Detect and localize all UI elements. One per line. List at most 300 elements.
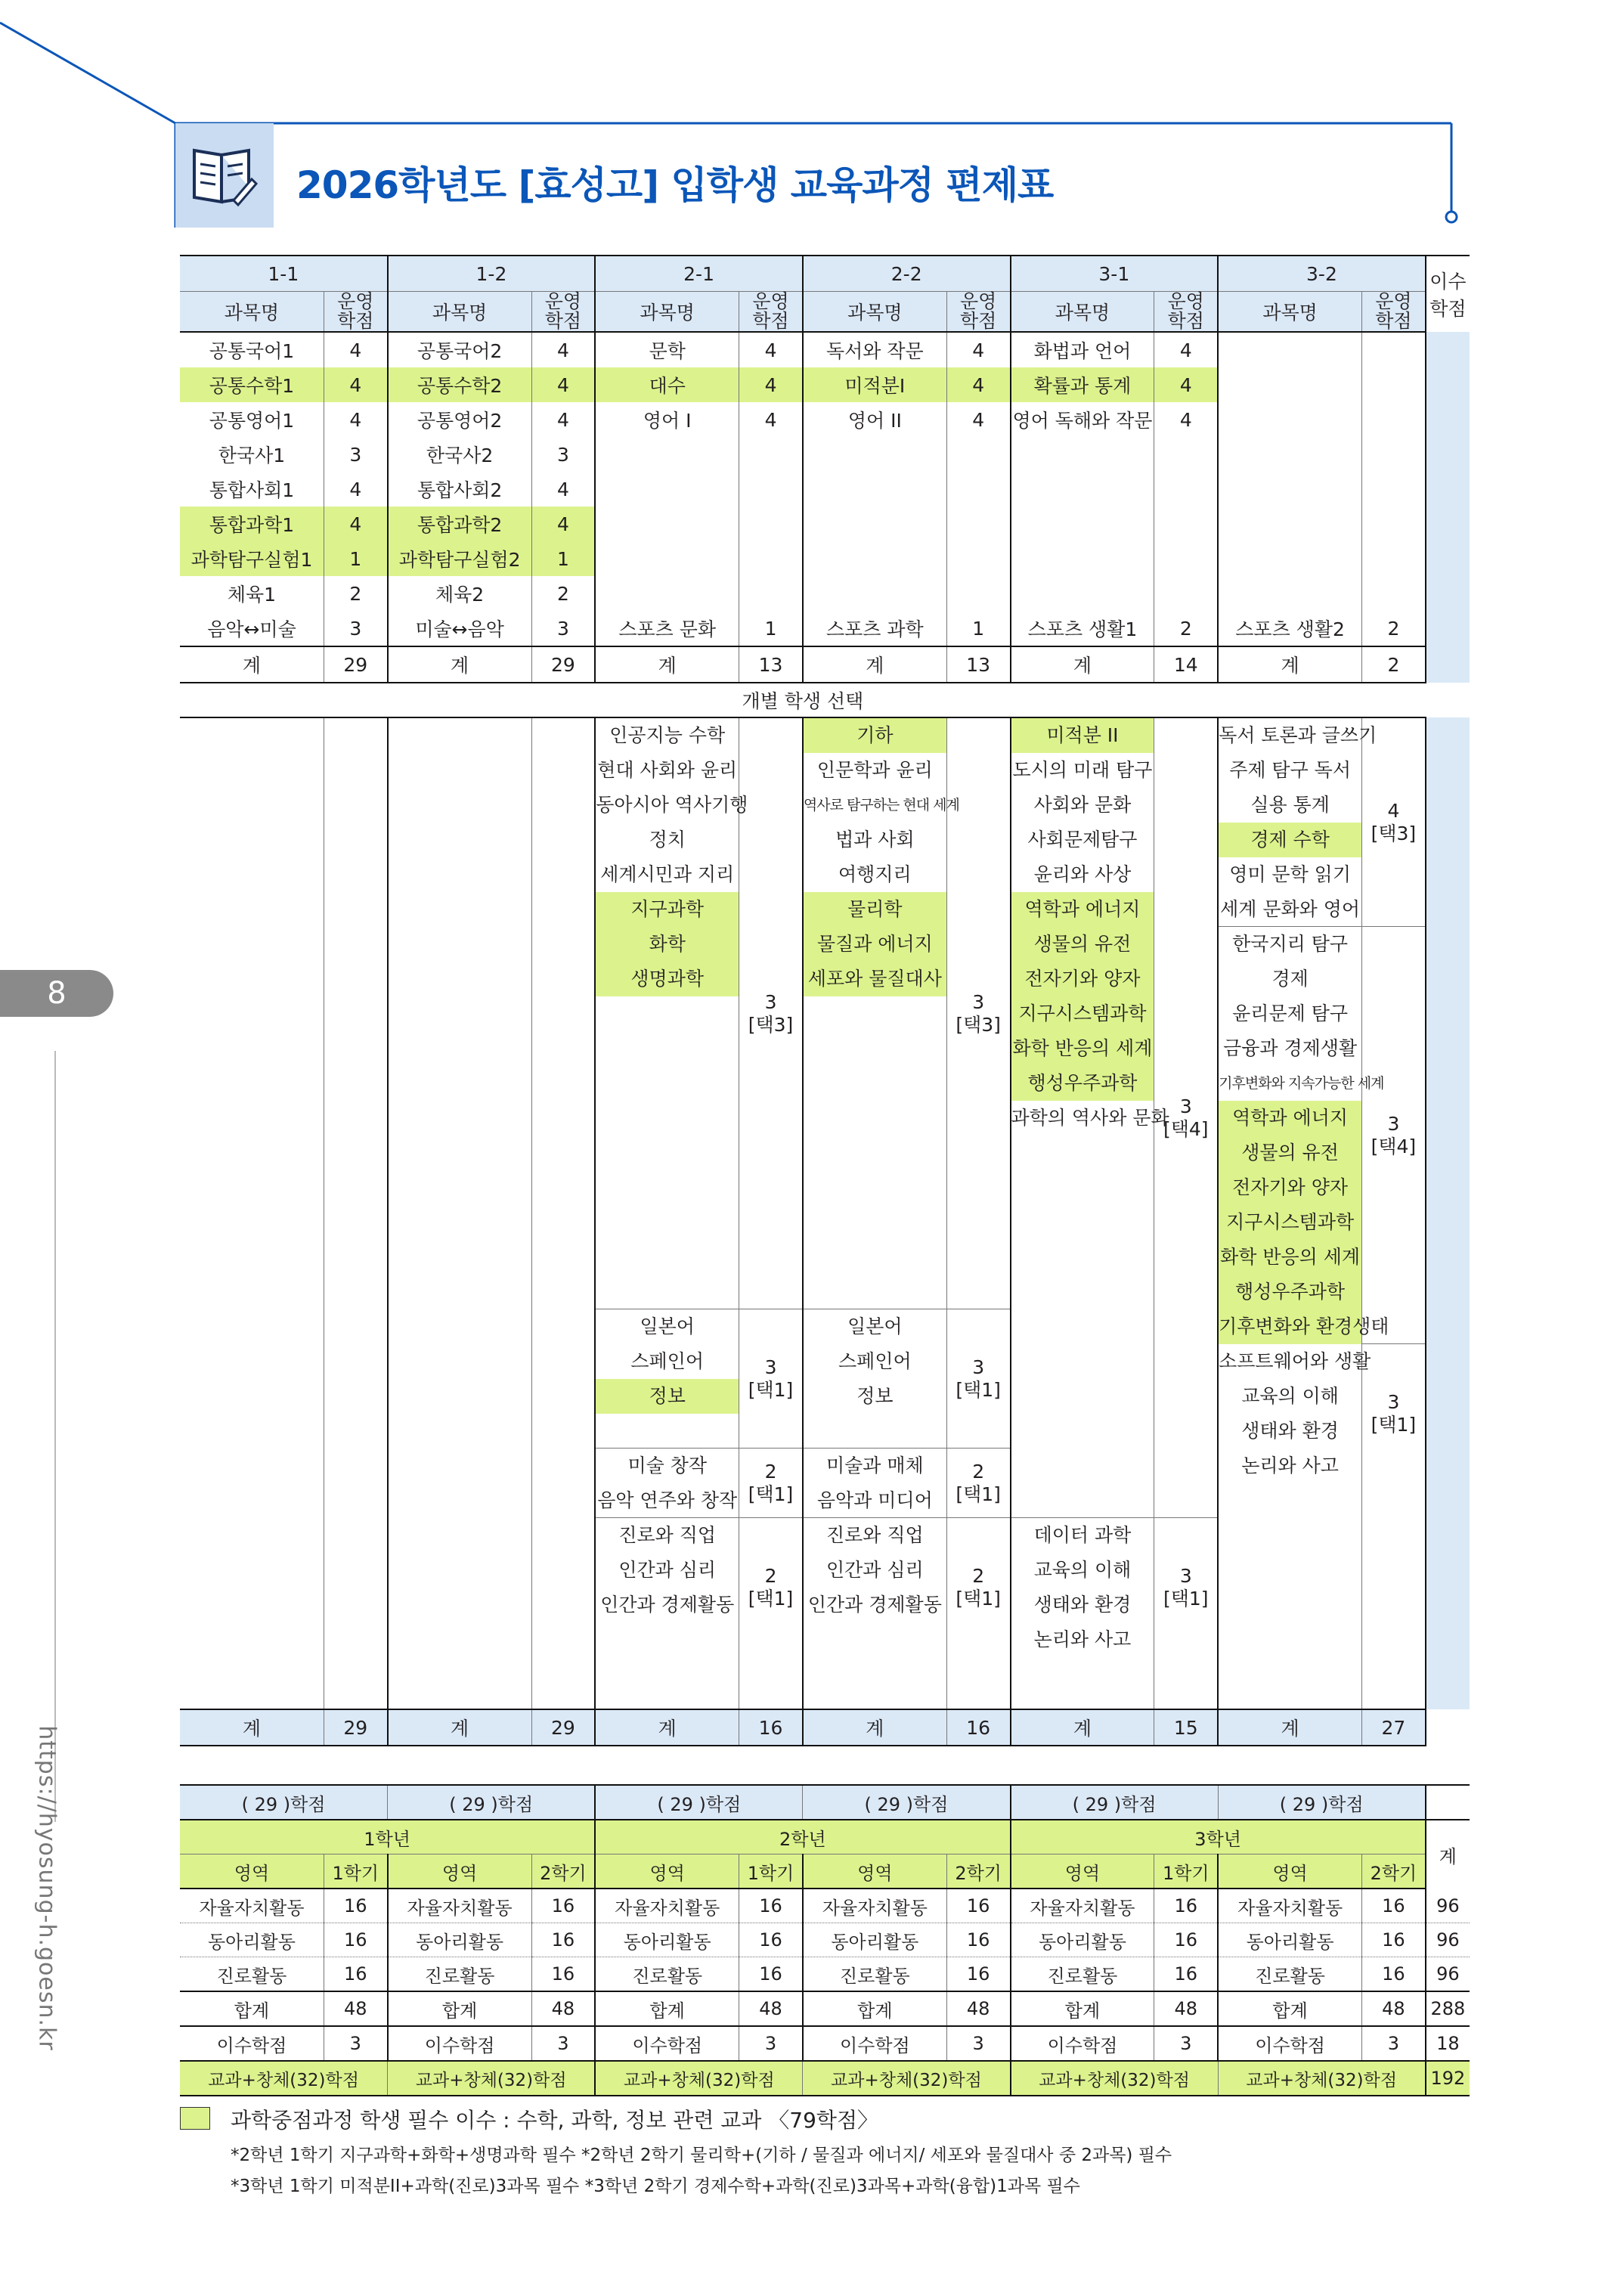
legend-note: *3학년 1학기 미적분II+과학(진로)3과목 필수 *3학년 2학기 경제수학+과학(진로)3과목+과학(융합)1과목 필수 bbox=[231, 2177, 1080, 2196]
subject-cell bbox=[1218, 472, 1361, 507]
activity-label: 자율자치활동 bbox=[180, 1889, 324, 1923]
activity-value: 16 bbox=[1362, 1957, 1426, 1992]
legend-text: 과학중점과정 학생 필수 이수 : 수학, 과학, 정보 관련 교과 〈79학점〉 bbox=[231, 2108, 879, 2133]
activity-value: 16 bbox=[324, 1923, 387, 1957]
total-label: 계 bbox=[180, 1709, 324, 1746]
elective-subject: 기하 bbox=[804, 718, 946, 753]
elective-group bbox=[596, 718, 748, 1309]
credit-header: 운영 학점 bbox=[324, 292, 387, 333]
area-header: 영역 bbox=[595, 1854, 739, 1889]
credit-cell bbox=[739, 576, 803, 611]
activity-value: 16 bbox=[531, 1889, 595, 1923]
elective-credit: 3 [택1] bbox=[947, 1309, 1010, 1449]
final-label: 교과+창체(32)학점 bbox=[388, 2061, 596, 2096]
credit-cell bbox=[946, 576, 1010, 611]
credit-header: 운영 학점 bbox=[531, 292, 595, 333]
subject-cell bbox=[595, 541, 739, 576]
total-value: 27 bbox=[1362, 1709, 1426, 1746]
subject-cell bbox=[1218, 507, 1361, 541]
total-label: 계 bbox=[1218, 1709, 1361, 1746]
term-label: 2-1 bbox=[595, 256, 803, 292]
credit-cell: 4 bbox=[739, 332, 803, 367]
subject-cell: 영어 I bbox=[595, 402, 739, 437]
subject-cell: 과학탐구실험2 bbox=[388, 541, 531, 576]
elective-subject: 생물의 유전 bbox=[1219, 1136, 1361, 1170]
row-label: 이수학점 bbox=[388, 2026, 531, 2061]
final-label: 교과+창체(32)학점 bbox=[803, 2061, 1011, 2096]
common-total-row bbox=[180, 646, 1470, 683]
elective-subject: 인간과 심리 bbox=[618, 1559, 717, 1581]
subject-cell bbox=[1011, 541, 1154, 576]
activity-value: 16 bbox=[1154, 1889, 1218, 1923]
elective-group bbox=[596, 1449, 739, 1518]
subject-cell bbox=[595, 437, 739, 472]
elective-credits-col bbox=[739, 717, 803, 1709]
elective-subject: 인간과 심리 bbox=[825, 1559, 924, 1581]
subject-cell: 스포츠 생활1 bbox=[1011, 611, 1154, 646]
elective-credit: 2 [택1] bbox=[748, 1565, 794, 1610]
elective-subject: 실용 통계 bbox=[1250, 794, 1330, 816]
common-row bbox=[180, 611, 1470, 646]
subject-cell bbox=[1011, 437, 1154, 472]
elective-credit: 2 [택1] bbox=[956, 1565, 1001, 1610]
elective-subject: 데이터 과학 bbox=[1033, 1524, 1132, 1546]
empty-cell bbox=[531, 717, 595, 1709]
elective-subject: 인문학과 윤리 bbox=[816, 759, 933, 781]
credit-cell: 4 bbox=[324, 402, 387, 437]
activity-label: 동아리활동 bbox=[595, 1923, 739, 1957]
side-url: https://hyosung-h.goesn.kr bbox=[33, 1725, 60, 2051]
year-row bbox=[180, 1820, 1470, 1854]
elective-subject: 경제 bbox=[1271, 968, 1309, 990]
activity-value: 16 bbox=[739, 1923, 803, 1957]
elective-subject: 사회문제탐구 bbox=[1027, 829, 1138, 851]
elective-subject: 행성우주과학 bbox=[1011, 1066, 1154, 1101]
subject-cell bbox=[1011, 507, 1154, 541]
subject-cell: 영어 II bbox=[803, 402, 946, 437]
elective-subject: 세포와 물질대사 bbox=[804, 962, 946, 996]
subject-cell: 과학탐구실험1 bbox=[180, 541, 324, 576]
activity-label: 진로활동 bbox=[180, 1957, 324, 1992]
credits-row bbox=[180, 1785, 1470, 1820]
subject-cell: 공통영어1 bbox=[209, 410, 295, 432]
elective-credits-col bbox=[1154, 717, 1218, 1709]
term-label: 2-2 bbox=[803, 256, 1011, 292]
credit-cell bbox=[739, 437, 803, 472]
elective-subject: 전자기와 양자 bbox=[1011, 962, 1154, 996]
row-label: 이수학점 bbox=[1218, 2026, 1361, 2061]
area-header: 영역 bbox=[1218, 1854, 1361, 1889]
final-label: 교과+창체(32)학점 bbox=[180, 2061, 388, 2096]
row-label: 합계 bbox=[595, 1991, 739, 2026]
elective-subject: 생태와 환경 bbox=[1033, 1594, 1132, 1616]
credit-cell: 4 bbox=[946, 367, 1010, 402]
credit-cell bbox=[946, 437, 1010, 472]
activity-value: 16 bbox=[1362, 1889, 1426, 1923]
subject-cell: 영어 독해와 작문 bbox=[1011, 402, 1154, 437]
common-row bbox=[180, 402, 1470, 437]
elective-group bbox=[1011, 1518, 1154, 1657]
credit-cell: 2 bbox=[1362, 611, 1426, 646]
row-value: 3 bbox=[1154, 2026, 1218, 2061]
subject-cell: 화법과 언어 bbox=[1011, 332, 1154, 367]
total-credit-cell bbox=[1426, 717, 1470, 1709]
credit-cell: 4 bbox=[324, 507, 387, 541]
row-value: 3 bbox=[946, 2026, 1010, 2061]
term-header-row bbox=[180, 256, 1470, 292]
credit-cell: 4 bbox=[946, 332, 1010, 367]
subject-header: 과목명 bbox=[803, 292, 946, 333]
elective-subject: 금융과 경제생활 bbox=[1223, 1037, 1358, 1059]
elective-subject: 교육의 이해 bbox=[1033, 1559, 1132, 1581]
activity-value: 16 bbox=[946, 1923, 1010, 1957]
credit-cell: 3 bbox=[324, 437, 387, 472]
final-label: 교과+창체(32)학점 bbox=[1011, 2061, 1219, 2096]
credit-cell: 4 bbox=[324, 367, 387, 402]
row-label: 이수학점 bbox=[1011, 2026, 1154, 2061]
credit-cell bbox=[739, 472, 803, 507]
row-value: 48 bbox=[324, 1991, 387, 2026]
elective-subject: 역학과 에너지 bbox=[1011, 892, 1154, 927]
side-rule-top bbox=[54, 1051, 56, 1822]
activity-value: 16 bbox=[1362, 1923, 1426, 1957]
activity-total: 96 bbox=[1426, 1957, 1470, 1992]
activity-label: 동아리활동 bbox=[1011, 1923, 1154, 1957]
elective-subjects-col bbox=[595, 717, 748, 1709]
credit-cell bbox=[946, 472, 1010, 507]
row-value: 3 bbox=[1362, 2026, 1426, 2061]
subject-header: 과목명 bbox=[595, 292, 739, 333]
total-label: 계 bbox=[1218, 646, 1361, 683]
subject-cell: 공통수학2 bbox=[388, 367, 531, 402]
final-row bbox=[180, 2061, 1470, 2096]
activity-value: 16 bbox=[324, 1957, 387, 1992]
subject-header: 과목명 bbox=[1011, 292, 1154, 333]
total-value: 14 bbox=[1154, 646, 1218, 683]
subject-cell: 통합사회2 bbox=[388, 472, 531, 507]
elective-credit: 3 [택1] bbox=[1371, 1391, 1417, 1436]
subject-header: 과목명 bbox=[180, 292, 324, 333]
elective-credit: 2 [택1] bbox=[739, 1449, 802, 1518]
subject-cell bbox=[803, 437, 946, 472]
activities-table bbox=[180, 1784, 1470, 2096]
semester-credits: ( 29 )학점 bbox=[1218, 1785, 1426, 1820]
subject-cell bbox=[1218, 541, 1361, 576]
subject-cell bbox=[803, 541, 946, 576]
activity-label: 자율자치활동 bbox=[595, 1889, 739, 1923]
elective-group bbox=[1219, 1344, 1371, 1483]
credit-cell: 2 bbox=[1154, 611, 1218, 646]
elective-subject: 영미 문학 읽기 bbox=[1229, 863, 1351, 885]
subject-cell bbox=[595, 472, 739, 507]
total-value: 16 bbox=[946, 1709, 1010, 1746]
book-pencil-icon bbox=[188, 141, 261, 209]
subject-cell: 확률과 통계 bbox=[1011, 367, 1154, 402]
elective-body-row bbox=[180, 717, 1470, 1709]
activity-total: 96 bbox=[1426, 1889, 1470, 1923]
elective-subject: 사회와 문화 bbox=[1033, 794, 1132, 816]
legend-note: *2학년 1학기 지구과학+화학+생명과학 필수 *2학년 2학기 물리학+(기하 / 물질과 에너지/ 세포와 물질대사 중 2과목) 필수 bbox=[231, 2146, 1172, 2165]
common-row bbox=[180, 367, 1470, 402]
credit-cell: 2 bbox=[324, 576, 387, 611]
total-label: 계 bbox=[388, 646, 531, 683]
activity-value: 16 bbox=[946, 1957, 1010, 1992]
final-total: 192 bbox=[1426, 2061, 1470, 2096]
credit-header: 운영 학점 bbox=[1154, 292, 1218, 333]
subject-cell bbox=[803, 472, 946, 507]
total-label: 계 bbox=[180, 646, 324, 683]
area-header: 영역 bbox=[1011, 1854, 1154, 1889]
common-row bbox=[180, 507, 1470, 541]
common-row bbox=[180, 472, 1470, 507]
total-header: 계 bbox=[1426, 1820, 1470, 1889]
area-header-row bbox=[180, 1854, 1470, 1889]
elective-subject: 여행지리 bbox=[838, 863, 912, 885]
subject-cell: 통합과학1 bbox=[180, 507, 324, 541]
subject-cell: 미술↔음악 bbox=[388, 611, 531, 646]
credit-cell: 4 bbox=[324, 472, 387, 507]
row-value: 3 bbox=[324, 2026, 387, 2061]
term-label: 3-2 bbox=[1218, 256, 1426, 292]
semester-header: 1학기 bbox=[324, 1854, 387, 1889]
credit-cell bbox=[1362, 332, 1426, 367]
elective-subject: 주제 탐구 독서 bbox=[1229, 759, 1351, 781]
common-row bbox=[180, 332, 1470, 367]
activity-value: 16 bbox=[1154, 1923, 1218, 1957]
row-value: 3 bbox=[739, 2026, 803, 2061]
elective-subject: 논리와 사고 bbox=[1241, 1455, 1339, 1476]
elective-subject: 논리와 사고 bbox=[1033, 1628, 1132, 1650]
subject-cell bbox=[1218, 576, 1361, 611]
elective-subject: 음악 연주와 창작 bbox=[597, 1489, 738, 1511]
row-value: 48 bbox=[946, 1991, 1010, 2026]
subject-cell bbox=[803, 576, 946, 611]
subject-cell bbox=[803, 507, 946, 541]
elective-subject: 미술과 매체 bbox=[825, 1455, 924, 1476]
elective-subject: 세계시민과 지리 bbox=[600, 863, 735, 885]
elective-subject: 지구과학 bbox=[596, 892, 739, 927]
elective-title: 개별 학생 선택 bbox=[180, 683, 1426, 717]
elective-subject: 화학 반응의 세계 bbox=[1011, 1031, 1154, 1066]
credit-cell: 4 bbox=[531, 507, 595, 541]
row-value: 48 bbox=[1362, 1991, 1426, 2026]
elective-subject: 소프트웨어와 생활 bbox=[1219, 1350, 1371, 1372]
elective-subject: 법과 사회 bbox=[835, 829, 915, 851]
empty-cell bbox=[388, 717, 531, 1709]
elective-subject: 역학과 에너지 bbox=[1219, 1101, 1361, 1136]
elective-subject: 한국지리 탐구 bbox=[1232, 933, 1349, 955]
elective-subject: 진로와 직업 bbox=[618, 1524, 717, 1546]
credit-header: 운영 학점 bbox=[946, 292, 1010, 333]
credit-cell: 1 bbox=[531, 541, 595, 576]
row-label: 합계 bbox=[180, 1991, 324, 2026]
activity-label: 동아리활동 bbox=[388, 1923, 531, 1957]
row-value: 48 bbox=[531, 1991, 595, 2026]
elective-subject: 일본어 bbox=[847, 1315, 903, 1337]
elective-subject: 물질과 에너지 bbox=[804, 927, 946, 962]
page-number-tab bbox=[0, 970, 113, 1017]
subject-cell: 한국사1 bbox=[218, 445, 286, 466]
elective-subject: 물리학 bbox=[804, 892, 946, 927]
credit-cell bbox=[1154, 507, 1218, 541]
activity-value: 16 bbox=[324, 1889, 387, 1923]
subject-cell bbox=[1218, 332, 1361, 367]
title-icon-box bbox=[175, 123, 274, 228]
row-value: 3 bbox=[531, 2026, 595, 2061]
credit-cell: 2 bbox=[531, 576, 595, 611]
semester-header: 2학기 bbox=[946, 1854, 1010, 1889]
elective-subject: 역사로 탐구하는 현대 세계 bbox=[803, 797, 959, 813]
elective-credits-col bbox=[1362, 717, 1426, 1709]
term-label: 1-2 bbox=[388, 256, 596, 292]
elective-rows bbox=[180, 683, 1470, 1746]
credit-cell bbox=[1154, 437, 1218, 472]
subject-cell: 미적분I bbox=[803, 367, 946, 402]
elective-group bbox=[1219, 718, 1377, 927]
year-label: 2학년 bbox=[595, 1820, 1010, 1854]
year-label: 3학년 bbox=[1011, 1820, 1426, 1854]
semester-credits: ( 29 )학점 bbox=[388, 1785, 596, 1820]
term-label: 3-1 bbox=[1011, 256, 1219, 292]
subject-cell: 독서와 작문 bbox=[803, 332, 946, 367]
total-value: 29 bbox=[324, 1709, 387, 1746]
elective-subject: 전자기와 양자 bbox=[1219, 1170, 1361, 1205]
row-label: 이수학점 bbox=[180, 2026, 324, 2061]
elective-subject: 생물의 유전 bbox=[1011, 927, 1154, 962]
elective-subjects-col bbox=[1218, 717, 1389, 1709]
curriculum-table bbox=[180, 255, 1470, 1746]
elective-credit: 4 [택3] bbox=[1362, 718, 1425, 927]
credit-cell: 4 bbox=[1154, 367, 1218, 402]
elective-subject: 미술 창작 bbox=[627, 1455, 707, 1476]
row-label: 이수학점 bbox=[595, 2026, 739, 2061]
activity-value: 16 bbox=[1154, 1957, 1218, 1992]
column-header-row bbox=[180, 292, 1470, 333]
elective-subjects-col bbox=[803, 717, 959, 1709]
elective-subject: 정보 bbox=[596, 1379, 739, 1414]
credit-cell: 4 bbox=[531, 402, 595, 437]
semester-header: 2학기 bbox=[531, 1854, 595, 1889]
elective-subject: 윤리문제 탐구 bbox=[1232, 1002, 1349, 1024]
credit-cell bbox=[1154, 576, 1218, 611]
elective-subject: 인공지능 수학 bbox=[609, 724, 726, 746]
subject-cell: 대수 bbox=[595, 367, 739, 402]
activity-label: 자율자치활동 bbox=[1218, 1889, 1361, 1923]
activity-label: 진로활동 bbox=[1218, 1957, 1361, 1992]
total-label: 계 bbox=[1011, 646, 1154, 683]
elective-subject: 생명과학 bbox=[596, 962, 739, 996]
elective-group bbox=[596, 1518, 739, 1657]
subject-header: 과목명 bbox=[1218, 292, 1361, 333]
row-total: 288 bbox=[1426, 1991, 1470, 2026]
common-row bbox=[180, 576, 1470, 611]
credit-cell: 3 bbox=[324, 611, 387, 646]
activity-value: 16 bbox=[531, 1957, 595, 1992]
activity-label: 자율자치활동 bbox=[1011, 1889, 1154, 1923]
elective-subject: 스페인어 bbox=[630, 1350, 705, 1372]
elective-subject: 세계 문화와 영어 bbox=[1220, 898, 1361, 920]
subject-cell bbox=[1218, 437, 1361, 472]
credit-cell bbox=[1154, 472, 1218, 507]
area-header: 영역 bbox=[180, 1854, 324, 1889]
elective-group bbox=[804, 1518, 946, 1657]
semester-header: 1학기 bbox=[739, 1854, 803, 1889]
sum-row bbox=[180, 1991, 1470, 2026]
credit-cell: 4 bbox=[1154, 402, 1218, 437]
credit-cell: 4 bbox=[739, 367, 803, 402]
activity-label: 진로활동 bbox=[595, 1957, 739, 1992]
credit-cell: 4 bbox=[531, 472, 595, 507]
credit-cell bbox=[946, 541, 1010, 576]
elective-group bbox=[804, 1449, 946, 1518]
credit-cell bbox=[1154, 541, 1218, 576]
common-row bbox=[180, 541, 1470, 576]
total-label: 계 bbox=[595, 1709, 739, 1746]
empty-cell bbox=[180, 717, 324, 1709]
final-label: 교과+창체(32)학점 bbox=[595, 2061, 803, 2096]
credit-cell bbox=[1362, 402, 1426, 437]
elective-subject: 경제 수학 bbox=[1219, 823, 1361, 857]
credit-cell bbox=[1362, 507, 1426, 541]
total-label: 계 bbox=[803, 646, 946, 683]
semester-credits: ( 29 )학점 bbox=[803, 1785, 1011, 1820]
total-value: 13 bbox=[946, 646, 1010, 683]
activity-row bbox=[180, 1889, 1470, 1923]
elective-credit: 3 [택4] bbox=[1154, 718, 1217, 1518]
row-label: 이수학점 bbox=[803, 2026, 946, 2061]
activity-label: 동아리활동 bbox=[803, 1923, 946, 1957]
subject-header: 과목명 bbox=[388, 292, 531, 333]
elective-subject: 음악과 미디어 bbox=[816, 1489, 933, 1511]
credit-cell: 1 bbox=[324, 541, 387, 576]
credit-cell: 4 bbox=[1154, 332, 1218, 367]
credit-cell: 1 bbox=[946, 611, 1010, 646]
credit-cell bbox=[1362, 541, 1426, 576]
credit-cell bbox=[1362, 437, 1426, 472]
subject-cell: 공통수학1 bbox=[180, 367, 324, 402]
total-label: 계 bbox=[1011, 1709, 1154, 1746]
credit-cell bbox=[1362, 576, 1426, 611]
semester-credits: ( 29 )학점 bbox=[1011, 1785, 1219, 1820]
credit-cell bbox=[1362, 367, 1426, 402]
total-value: 29 bbox=[531, 1709, 595, 1746]
activity-total: 96 bbox=[1426, 1923, 1470, 1957]
area-header: 영역 bbox=[388, 1854, 531, 1889]
common-row bbox=[180, 437, 1470, 472]
elective-title-row bbox=[180, 683, 1470, 717]
subject-cell: 공통국어1 bbox=[209, 340, 295, 362]
final-label: 교과+창체(32)학점 bbox=[1218, 2061, 1426, 2096]
total-value: 13 bbox=[739, 646, 803, 683]
elective-subject: 기후변화와 지속가능한 세계 bbox=[1219, 1075, 1384, 1092]
elective-subject: 과학의 역사와 문화 bbox=[1011, 1107, 1169, 1129]
subject-cell: 한국사2 bbox=[388, 437, 531, 472]
row-label: 합계 bbox=[803, 1991, 946, 2026]
subject-cell bbox=[595, 507, 739, 541]
subject-cell: 스포츠 생활2 bbox=[1218, 611, 1361, 646]
elective-subject: 생태와 환경 bbox=[1241, 1420, 1339, 1442]
total-value: 2 bbox=[1362, 646, 1426, 683]
year-label: 1학년 bbox=[180, 1820, 595, 1854]
subject-cell: 스포츠 과학 bbox=[803, 611, 946, 646]
semester-header: 1학기 bbox=[1154, 1854, 1218, 1889]
row-label: 합계 bbox=[388, 1991, 531, 2026]
activity-label: 동아리활동 bbox=[180, 1923, 324, 1957]
elective-total-row bbox=[180, 1709, 1470, 1746]
elective-group bbox=[1011, 718, 1169, 1518]
activity-label: 진로활동 bbox=[388, 1957, 531, 1992]
credit-cell: 4 bbox=[324, 332, 387, 367]
